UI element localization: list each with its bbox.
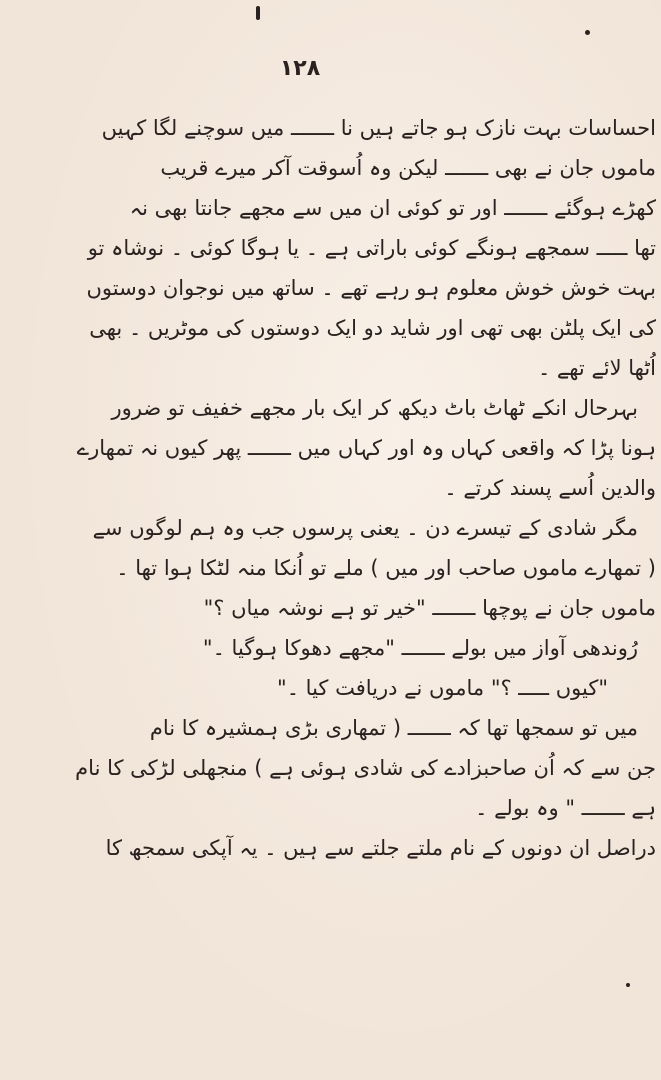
text-line: بہت خوش خوش معلوم ہو رہے تھے ۔ ساتھ میں نوجوان دوستوں [86, 276, 656, 300]
text-line: ( تمھارے ماموں صاحب اور میں ) ملے تو اُنکا منہ لٹکا ہوا تھا ۔ [116, 556, 656, 580]
text-line: ماموں جان نے پوچھا ـــــــ "خیر تو ہے نوشہ میاں ؟" [203, 596, 656, 620]
ink-speck [585, 30, 590, 35]
text-line: والدین اُسے پسند کرتے ۔ [444, 476, 656, 500]
ink-speck [626, 983, 630, 987]
text-line: کھڑے ہوگئے ـــــــ اور تو کوئی ان میں سے مجھے جانتا بھی نہ [129, 196, 656, 220]
text-line: دراصل ان دونوں کے نام ملتے جلتے سے ہیں ۔ یہ آپکی سمجھ کا [105, 836, 656, 860]
text-line: ہونا پڑا کہ واقعی کہاں وہ اور کہاں میں ـــــــ پھر کیوں نہ تمھارے [76, 436, 656, 460]
page-text [18, 108, 656, 868]
text-line: تھا ـــــ سمجھے ہونگے کوئی باراتی ہے ۔ یا ہوگا کوئی ۔ نوشاہ تو [87, 236, 656, 260]
text-line: بہرحال انکے ٹھاٹ باٹ دیکھ کر ایک بار مجھے خفیف تو ضرور [111, 396, 638, 420]
text-line: جن سے کہ اُن صاحبزادے کی شادی ہوئی ہے ) منجھلی لڑکی کا نام [75, 756, 656, 780]
text-line: ماموں جان نے بھی ـــــــ لیکن وہ اُسوقت آکر میرے قریب [160, 156, 656, 180]
text-line: میں تو سمجھا تھا کہ ـــــــ ( تمھاری بڑی ہمشیرہ کا نام [149, 716, 638, 740]
text-line: کی ایک پلٹن بھی تھی اور شاید دو ایک دوستوں کی موٹریں ۔ بھی [89, 316, 656, 340]
text-line: رُوندھی آواز میں بولے ـــــــ "مجھے دھوکا ہوگیا ۔" [202, 636, 638, 660]
ink-speck [256, 6, 260, 20]
text-line: مگر شادی کے تیسرے دن ۔ یعنی پرسوں جب وہ ہم لوگوں سے [92, 516, 638, 540]
text-line: اُٹھا لائے تھے ۔ [537, 356, 656, 380]
text-line: ہے ـــــــ " وہ بولے ۔ [475, 796, 656, 820]
text-line: "کیوں ـــــ ؟" ماموں نے دریافت کیا ۔" [277, 676, 608, 700]
page-number: ۱۲۸ [279, 56, 321, 81]
text-line: احساسات بہت نازک ہو جاتے ہیں نا ـــــــ میں سوچنے لگا کہیں [101, 116, 656, 140]
